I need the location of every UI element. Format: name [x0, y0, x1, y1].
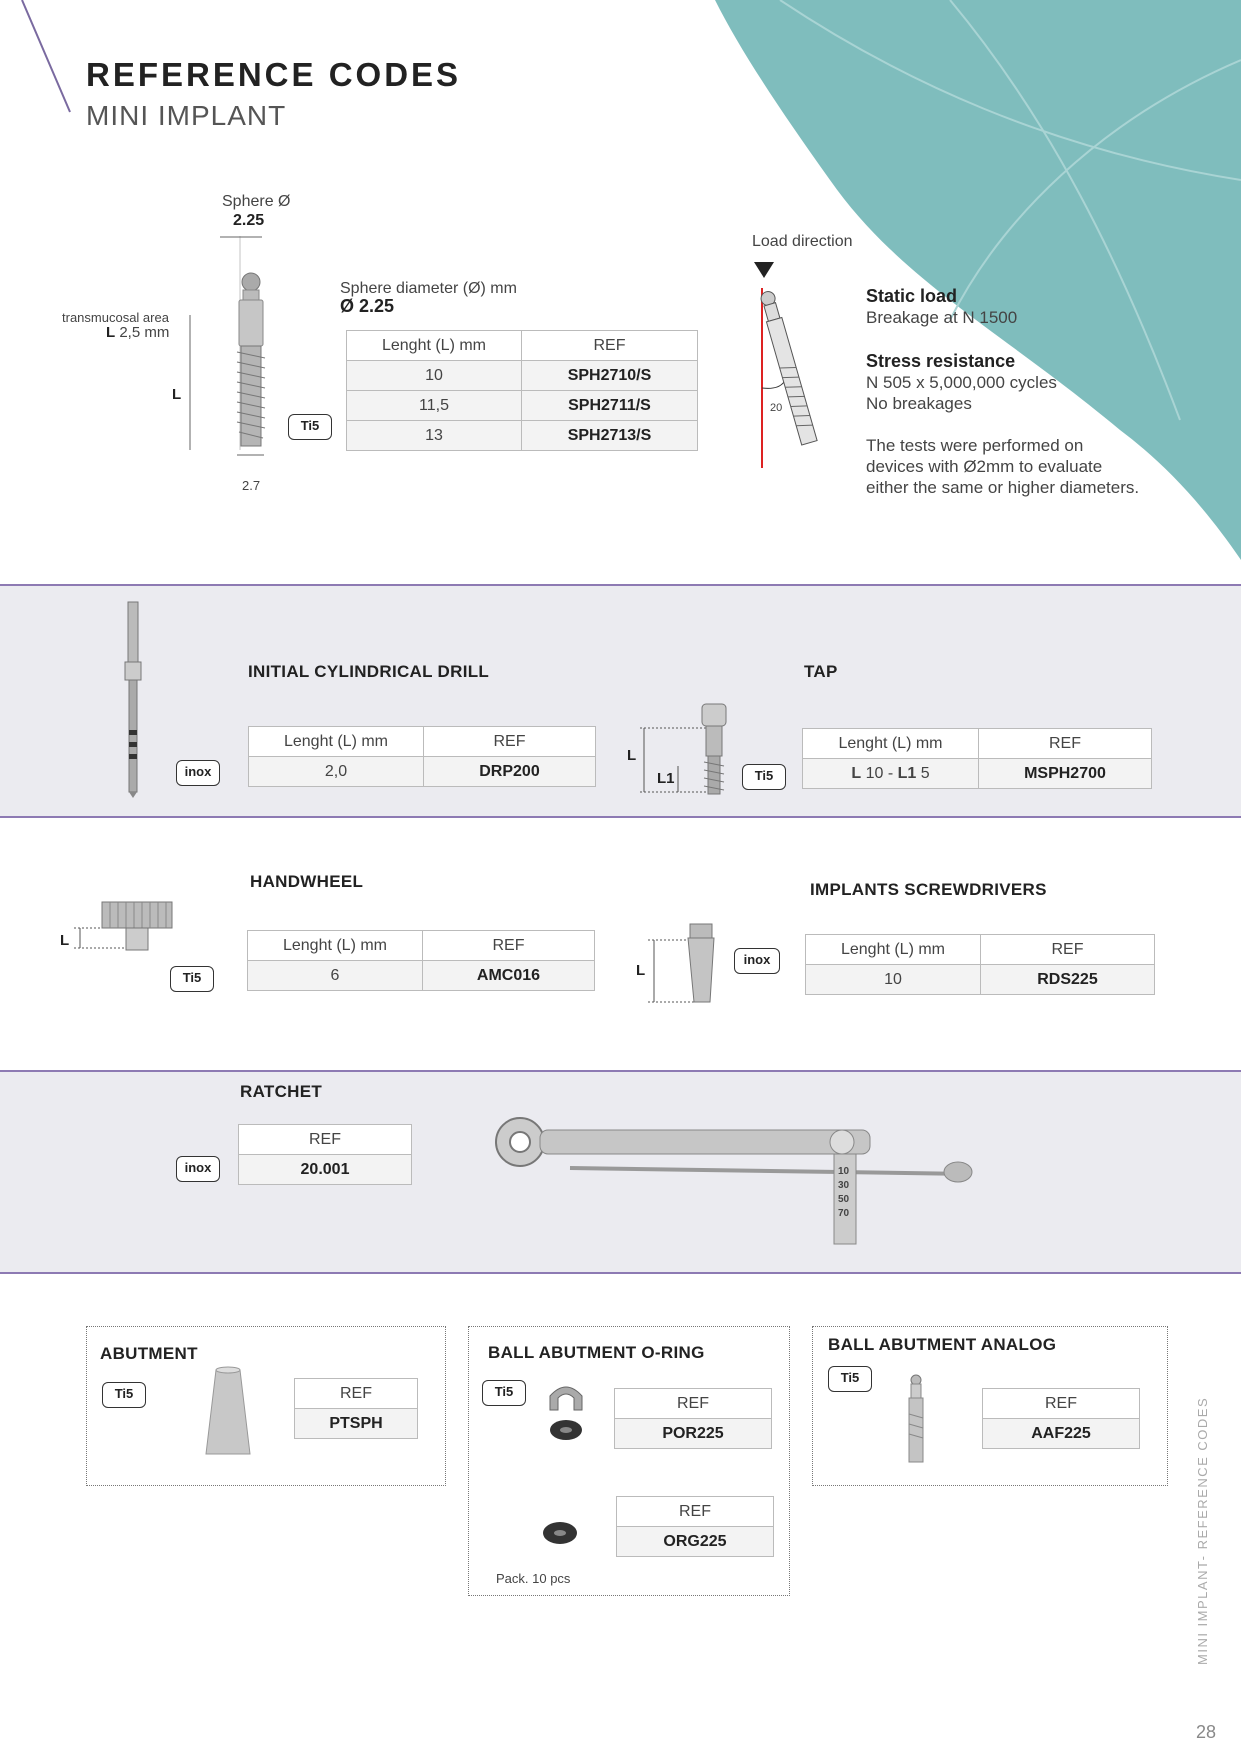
- material-badge-ti5: Ti5: [288, 414, 332, 440]
- implant-ref-table: [346, 330, 698, 451]
- tap-col-length: Lenght (L) mm: [803, 729, 979, 759]
- oring2-col-ref: REF: [617, 1497, 774, 1527]
- ratchet-scale-30: 30: [838, 1180, 850, 1191]
- implant-length-cell: 10: [347, 361, 522, 391]
- drill-image: [118, 600, 148, 800]
- screwdrivers-title: IMPLANTS SCREWDRIVERS: [810, 880, 1047, 899]
- tap-L-label: L: [627, 747, 637, 764]
- implant-bottom-dim: 2.7: [242, 478, 261, 493]
- drill-col-length: Lenght (L) mm: [249, 727, 424, 757]
- handwheel-ref-cell: AMC016: [423, 961, 595, 991]
- implant-col-length: Lenght (L) mm: [347, 331, 522, 361]
- tap-len-L-value: 10: [865, 764, 884, 782]
- tap-image: [640, 700, 730, 796]
- abutment-col-ref: REF: [295, 1379, 418, 1409]
- table-row: [249, 757, 596, 787]
- table-row: [617, 1527, 774, 1557]
- oring-pack-label: Pack. 10 pcs: [496, 1571, 571, 1586]
- abutment-image: [200, 1366, 256, 1460]
- load-angle-label: 20: [770, 402, 783, 414]
- ratchet-col-ref: REF: [239, 1125, 412, 1155]
- material-badge-inox: inox: [734, 948, 780, 974]
- table-row: [803, 759, 1152, 789]
- transmucosal-label: transmucosal area: [62, 310, 169, 325]
- analog-ref-table: [982, 1388, 1140, 1449]
- tap-ref-table: [802, 728, 1152, 789]
- analog-title: BALL ABUTMENT ANALOG: [828, 1335, 1057, 1354]
- analog-col-ref: REF: [983, 1389, 1140, 1419]
- table-row: [347, 361, 698, 391]
- handwheel-image: [70, 896, 180, 958]
- implant-L-label: L: [172, 386, 182, 403]
- page-subtitle: MINI IMPLANT: [86, 100, 287, 131]
- tap-ref-cell: MSPH2700: [979, 759, 1152, 789]
- sphere-diameter-value: Ø 2.25: [340, 296, 395, 316]
- table-row: [239, 1155, 412, 1185]
- drill-ref-table: [248, 726, 596, 787]
- oring2-ref-table: [616, 1496, 774, 1557]
- ratchet-title: RATCHET: [240, 1082, 323, 1101]
- oring-ring-image: [538, 1520, 582, 1546]
- table-row: [615, 1419, 772, 1449]
- tap-len-L1: L1: [897, 764, 917, 782]
- tests-line3: either the same or higher diameters.: [866, 478, 1140, 497]
- handwheel-length-cell: 6: [248, 961, 423, 991]
- oring-ref-cell: POR225: [615, 1419, 772, 1449]
- tap-title: TAP: [804, 662, 838, 681]
- implant-ref-cell: SPH2711/S: [522, 391, 698, 421]
- sphere-diameter-label: Sphere diameter (Ø) mm: [340, 280, 517, 297]
- sphere-label: Sphere Ø: [222, 193, 291, 210]
- table-row: [295, 1409, 418, 1439]
- oring-cap-image: [544, 1380, 588, 1446]
- handwheel-L-label: L: [60, 932, 70, 949]
- material-badge-inox: inox: [176, 760, 220, 786]
- tests-line2: devices with Ø2mm to evaluate: [866, 457, 1103, 476]
- handwheel-col-length: Lenght (L) mm: [248, 931, 423, 961]
- tap-len-L: L: [851, 764, 862, 782]
- analog-image: [900, 1374, 932, 1466]
- drill-col-ref: REF: [424, 727, 596, 757]
- oring2-ref-cell: ORG225: [617, 1527, 774, 1557]
- ratchet-ref-cell: 20.001: [239, 1155, 412, 1185]
- stress-resistance-title: Stress resistance: [866, 351, 1016, 371]
- table-row: [983, 1419, 1140, 1449]
- handwheel-title: HANDWHEEL: [250, 872, 364, 891]
- page-title: REFERENCE CODES: [86, 56, 462, 93]
- oring-title: BALL ABUTMENT O-RING: [488, 1343, 705, 1362]
- implant-ref-cell: SPH2713/S: [522, 421, 698, 451]
- material-badge-ti5: Ti5: [742, 764, 786, 790]
- abutment-ref-table: [294, 1378, 418, 1439]
- drill-title: INITIAL CYLINDRICAL DRILL: [248, 662, 490, 681]
- transmucosal-L: L: [106, 324, 116, 341]
- handwheel-col-ref: REF: [423, 931, 595, 961]
- page-number: 28: [1196, 1722, 1217, 1742]
- drill-ref-cell: DRP200: [424, 757, 596, 787]
- implant-ref-cell: SPH2710/S: [522, 361, 698, 391]
- ratchet-scale-50: 50: [838, 1194, 850, 1205]
- implant-length-cell: 13: [347, 421, 522, 451]
- material-badge-ti5: Ti5: [828, 1366, 872, 1392]
- tests-line1: The tests were performed on: [866, 436, 1084, 455]
- abutment-title: ABUTMENT: [100, 1344, 198, 1363]
- oring-ref-table: [614, 1388, 772, 1449]
- table-row: [347, 421, 698, 451]
- screwdrivers-ref-cell: RDS225: [981, 965, 1155, 995]
- transmucosal-value: 2,5 mm: [119, 324, 170, 341]
- screwdrivers-length-cell: 10: [806, 965, 981, 995]
- tap-L1-label: L1: [657, 770, 675, 787]
- material-badge-ti5: Ti5: [170, 966, 214, 992]
- load-direction-label: Load direction: [752, 233, 853, 250]
- drill-length-cell: 2,0: [249, 757, 424, 787]
- load-test-diagram: [740, 258, 820, 470]
- table-row: [347, 391, 698, 421]
- abutment-ref-cell: PTSPH: [295, 1409, 418, 1439]
- ratchet-image: [490, 1110, 980, 1250]
- stress-resistance-line2: No breakages: [866, 394, 972, 413]
- implant-col-ref: REF: [522, 331, 698, 361]
- static-load-title: Static load: [866, 286, 958, 306]
- screwdrivers-col-ref: REF: [981, 935, 1155, 965]
- sphere-value: 2.25: [233, 212, 265, 229]
- mini-implant-image: [180, 230, 270, 460]
- load-arrow-icon: [754, 262, 774, 278]
- ratchet-scale-10: 10: [838, 1166, 850, 1177]
- table-row: [248, 961, 595, 991]
- stress-resistance-line1: N 505 x 5,000,000 cycles: [866, 373, 1057, 392]
- ratchet-ref-table: [238, 1124, 412, 1185]
- static-load-text: Breakage at N 1500: [866, 308, 1018, 327]
- tap-col-ref: REF: [979, 729, 1152, 759]
- screwdrivers-col-length: Lenght (L) mm: [806, 935, 981, 965]
- screwdriver-image: [648, 920, 728, 1006]
- material-badge-inox: inox: [176, 1156, 220, 1182]
- side-running-title: MINI IMPLANT- REFERENCE CODES: [1195, 1396, 1210, 1665]
- tap-len-L1-value: 5: [920, 764, 930, 782]
- table-row: [806, 965, 1155, 995]
- tap-length-cell: L 10 - L1 5: [803, 759, 979, 789]
- oring-col-ref: REF: [615, 1389, 772, 1419]
- analog-ref-cell: AAF225: [983, 1419, 1140, 1449]
- screwdriver-L-label: L: [636, 962, 646, 979]
- screwdrivers-ref-table: [805, 934, 1155, 995]
- material-badge-ti5: Ti5: [482, 1380, 526, 1406]
- material-badge-ti5: Ti5: [102, 1382, 146, 1408]
- ratchet-scale-70: 70: [838, 1208, 850, 1219]
- handwheel-ref-table: [247, 930, 595, 991]
- implant-length-cell: 11,5: [347, 391, 522, 421]
